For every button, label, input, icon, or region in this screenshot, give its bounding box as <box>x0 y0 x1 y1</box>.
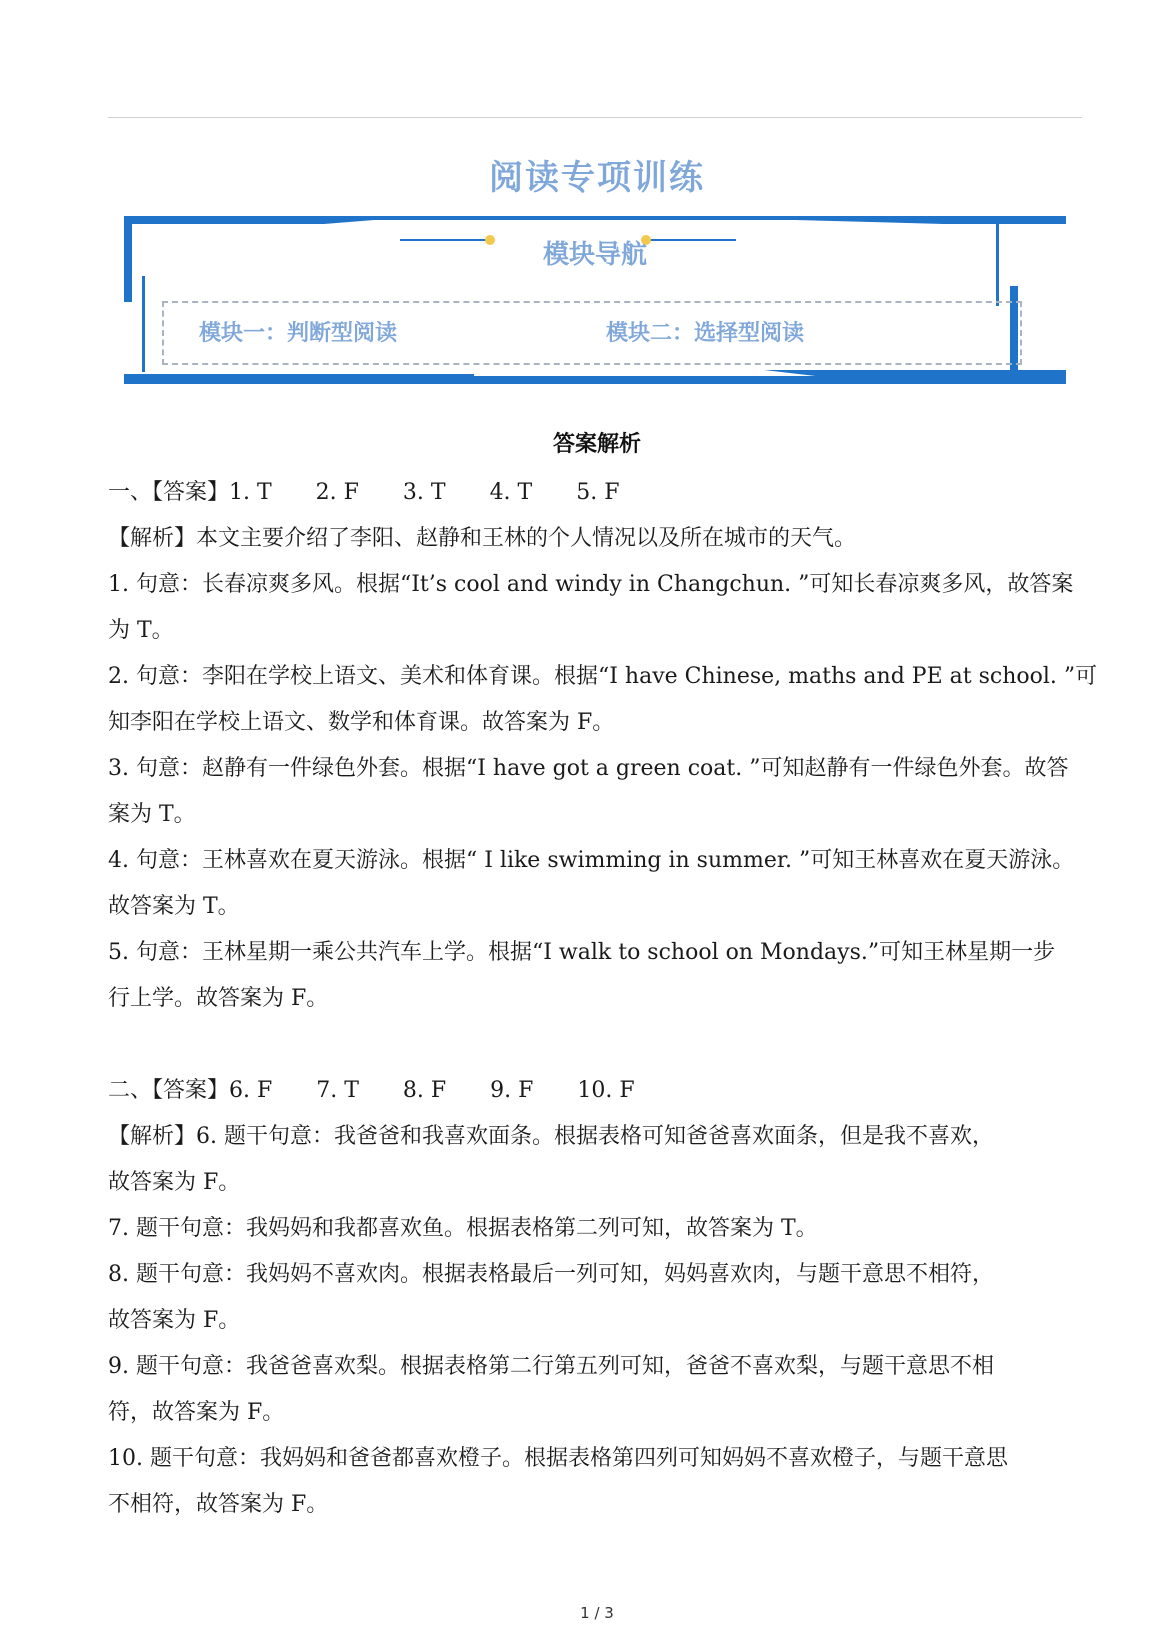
section1-answer-line: 一、【答案】1. T 2. F 3. T 4. T 5. F <box>108 480 620 505</box>
section1-line: 4. 句意：王林喜欢在夏天游泳。根据“ I like swimming in summer. ”可知王林喜欢在夏天游泳。 <box>108 848 1075 873</box>
section2-line: 10. 题干句意：我妈妈和爸爸都喜欢橙子。根据表格第四列可知妈妈不喜欢橙子，与题干意思 <box>108 1446 1008 1471</box>
section2-line: 9. 题干句意：我爸爸喜欢梨。根据表格第二行第五列可知，爸爸不喜欢梨，与题干意思不相 <box>108 1354 994 1379</box>
section2-line: 不相符，故答案为 F。 <box>108 1492 329 1517</box>
section1-line: 为 T。 <box>108 618 174 643</box>
section2-line: 7. 题干句意：我妈妈和我都喜欢鱼。根据表格第二列可知，故答案为 T。 <box>108 1216 818 1241</box>
section1-line: 5. 句意：王林星期一乘公共汽车上学。根据“I walk to school on Mondays.”可知王林星期一步 <box>108 940 1056 965</box>
section2-line: 故答案为 F。 <box>108 1170 241 1195</box>
page-number: 1 / 3 <box>580 1604 614 1622</box>
section1-line: 案为 T。 <box>108 802 196 827</box>
section2-answer-line: 二、【答案】6. F 7. T 8. F 9. F 10. F <box>108 1078 635 1103</box>
module-two-link[interactable]: 模块二：选择型阅读 <box>606 321 805 346</box>
section-spacer <box>108 1022 1088 1068</box>
page-title: 阅读专项训练 <box>489 158 705 198</box>
module-one-link[interactable]: 模块一：判断型阅读 <box>199 321 398 346</box>
answers-heading: 答案解析 <box>552 432 641 457</box>
section2-line: 故答案为 F。 <box>108 1308 241 1333</box>
section2-line: 8. 题干句意：我妈妈不喜欢肉。根据表格最后一列可知，妈妈喜欢肉，与题干意思不相符， <box>108 1262 994 1287</box>
section1-line: 行上学。故答案为 F。 <box>108 986 329 1011</box>
section1-analysis: 【解析】本文主要介绍了李阳、赵静和王林的个人情况以及所在城市的天气。 <box>108 526 857 551</box>
section1-line: 1. 句意：长春凉爽多风。根据“It’s cool and windy in Changchun. ”可知长春凉爽多风，故答案 <box>108 572 1074 597</box>
answers-content <box>108 470 1098 1528</box>
section1-line: 知李阳在学校上语文、数学和体育课。故答案为 F。 <box>108 710 615 735</box>
section1-line: 2. 句意：李阳在学校上语文、美术和体育课。根据“I have Chinese, maths and PE at school. ”可 <box>108 664 1098 689</box>
navigation-heading: 模块导航 <box>542 240 647 270</box>
section1-line: 3. 句意：赵静有一件绿色外套。根据“I have got a green coat. ”可知赵静有一件绿色外套。故答 <box>108 756 1069 781</box>
section1-line: 故答案为 T。 <box>108 894 240 919</box>
section2-line: 【解析】6. 题干句意：我爸爸和我喜欢面条。根据表格可知爸爸喜欢面条，但是我不喜欢， <box>108 1124 994 1149</box>
module-navigation-box <box>124 216 1066 396</box>
header-rule <box>108 117 1082 118</box>
section2-line: 符，故答案为 F。 <box>108 1400 285 1425</box>
